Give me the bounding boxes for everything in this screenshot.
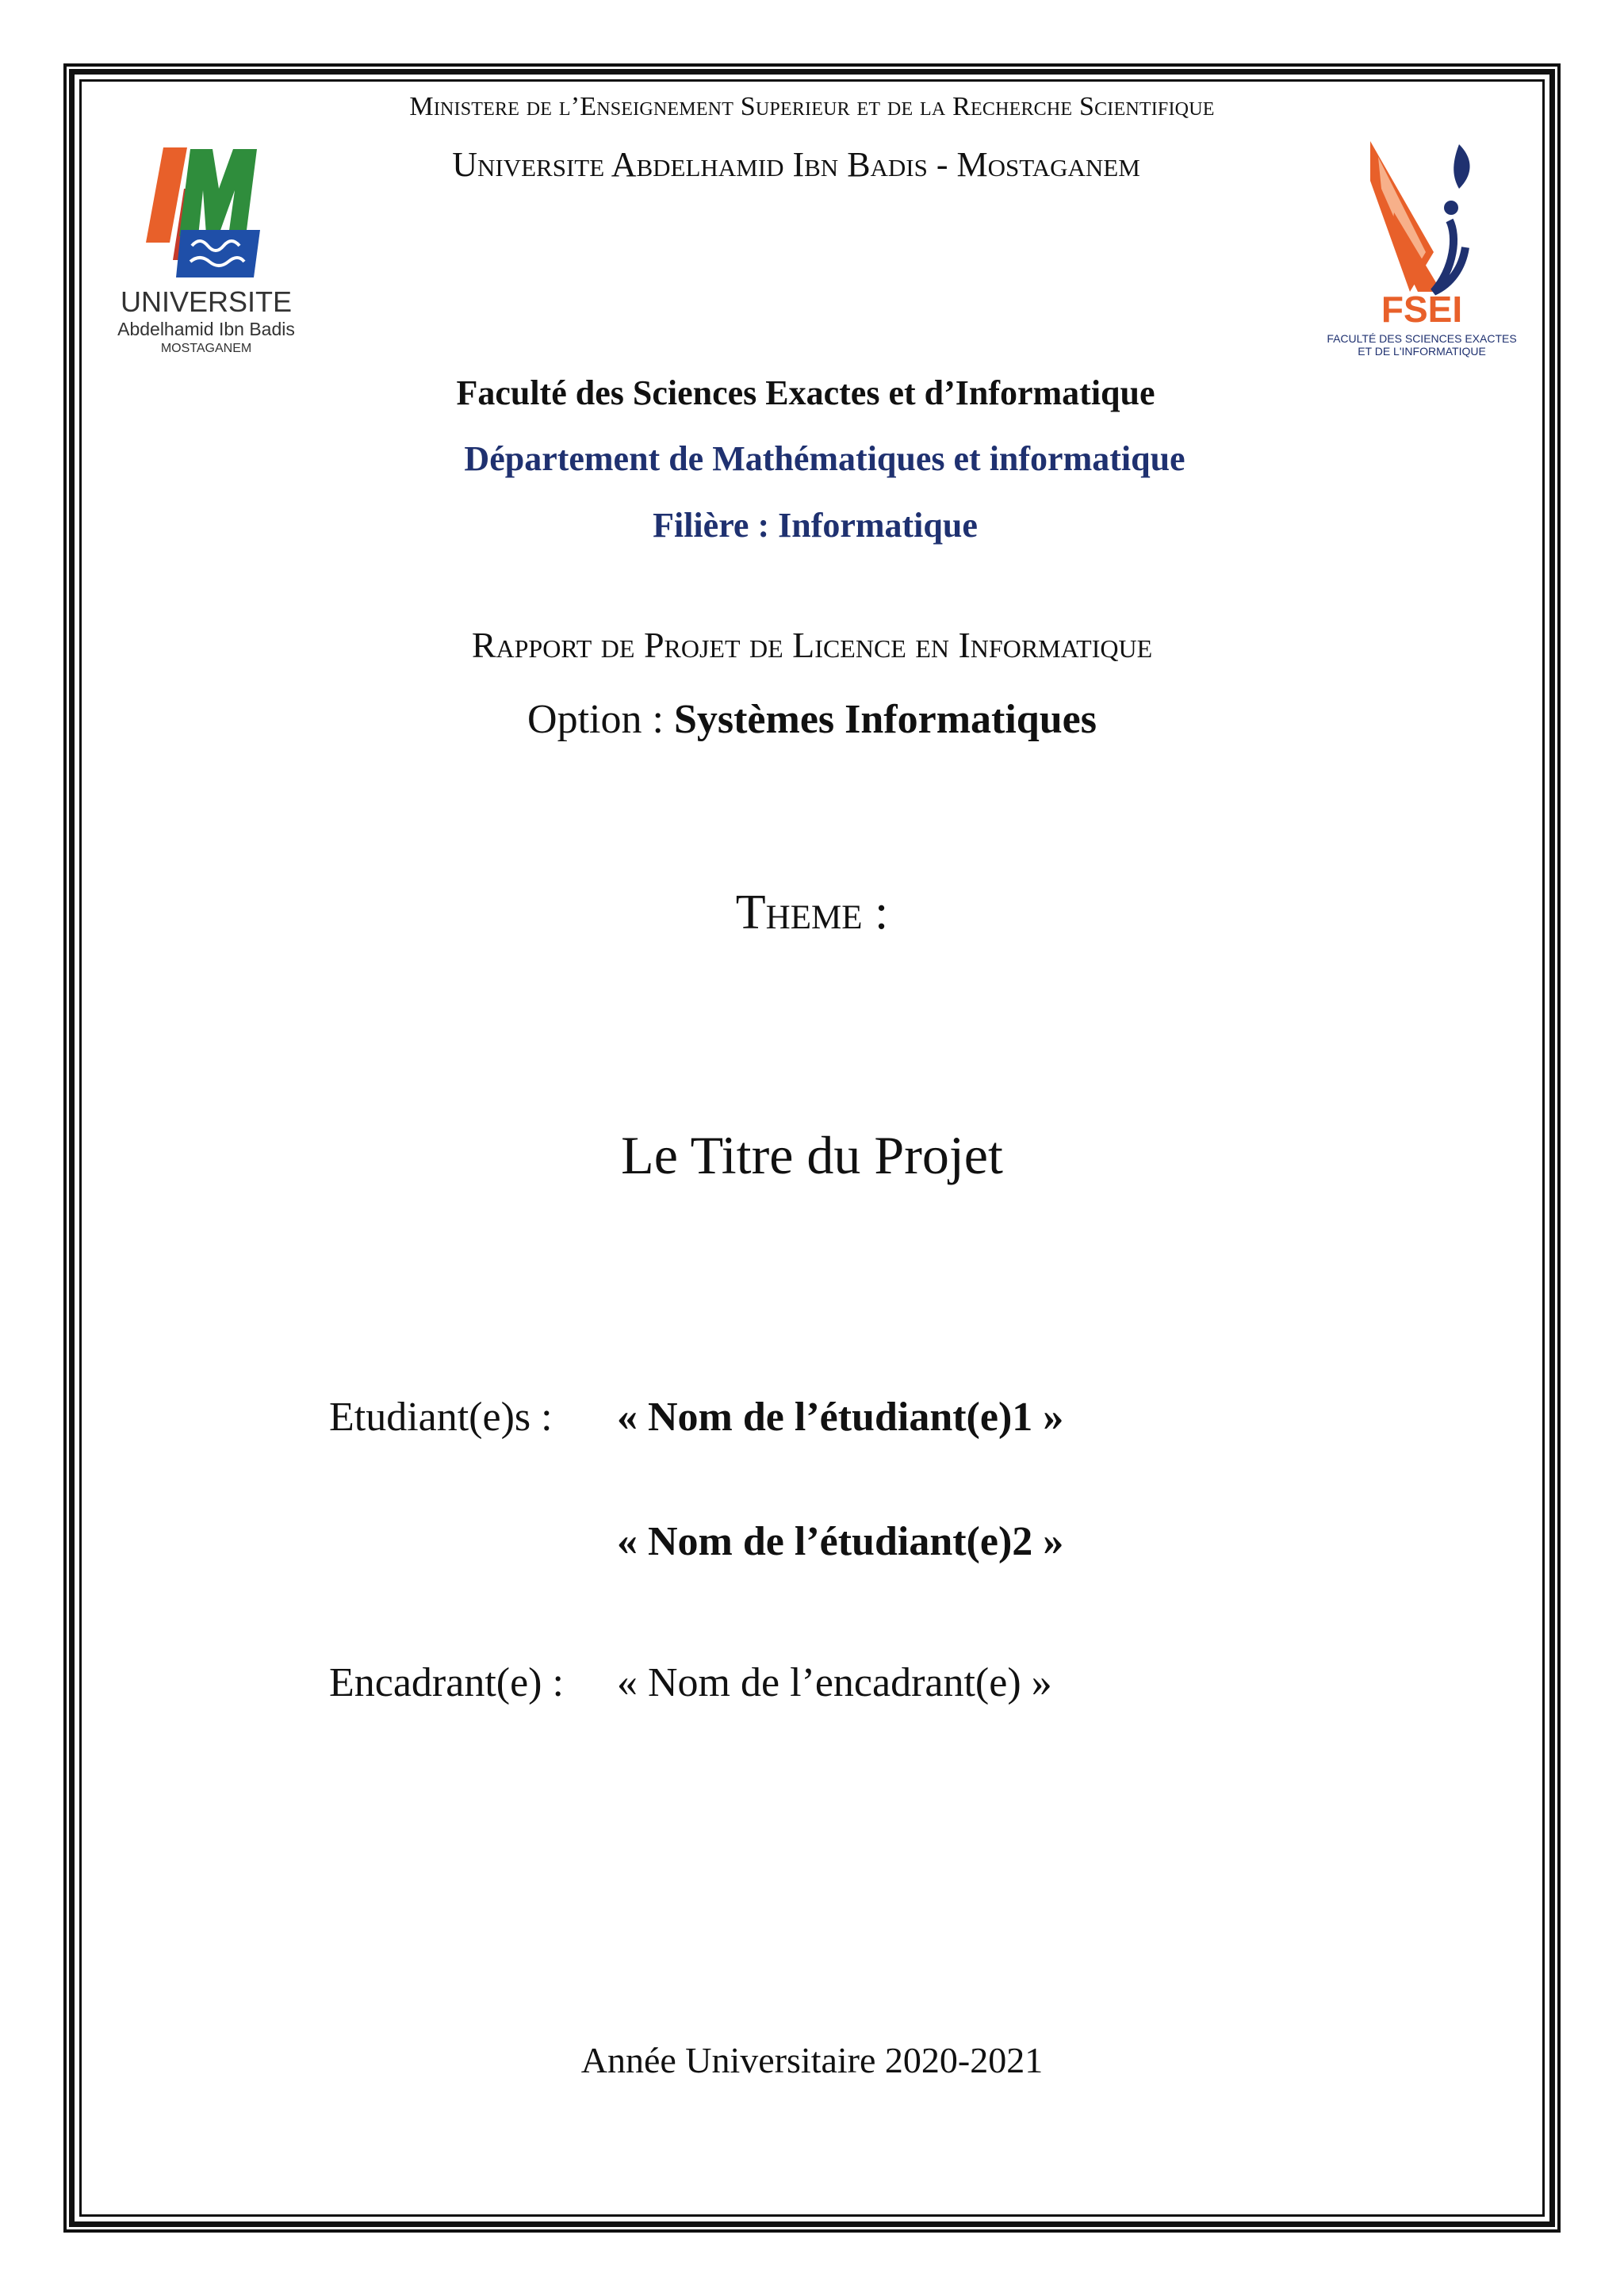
- student-2-text: « Nom de l’étudiant(e)2 »: [617, 1519, 1064, 1564]
- supervisor-name: « Nom de l’encadrant(e) »: [617, 1660, 1052, 1705]
- university-logo-text-2: Abdelhamid Ibn Badis: [117, 319, 295, 339]
- student-1-text: « Nom de l’étudiant(e)1 »: [617, 1395, 1064, 1440]
- department-name: Département de Mathématiques et informatique: [464, 439, 1185, 478]
- student-2-name: [617, 1518, 1063, 1565]
- fsei-logo-line-1: FACULTÉ DES SCIENCES EXACTES: [1327, 332, 1517, 345]
- project-title: Le Titre du Projet: [621, 1125, 1003, 1185]
- theme-label: Theme :: [735, 886, 889, 939]
- option-value: Systèmes Informatiques: [673, 697, 1097, 742]
- option-label: Option :: [527, 697, 674, 742]
- ministry-heading: Ministere de l’Enseignement Superieur et de la Recherche Scientifique: [409, 92, 1215, 121]
- student-1-name: [617, 1394, 1063, 1441]
- fsei-logo-line-2: ET DE L'INFORMATIQUE: [1358, 345, 1486, 358]
- faculty-name: Faculté des Sciences Exactes et d’Informatique: [456, 373, 1155, 412]
- report-type: Rapport de Projet de Licence en Informatique: [471, 625, 1153, 665]
- filiere-name: Filière : Informatique: [653, 506, 978, 545]
- university-logo-text-1: UNIVERSITE: [120, 285, 293, 318]
- university-logo-text-3: MOSTAGANEM: [160, 342, 252, 355]
- academic-year: Année Universitaire 2020-2021: [580, 2040, 1044, 2080]
- university-heading: Universite Abdelhamid Ibn Badis - Mostaganem: [452, 145, 1140, 184]
- option-line: [0, 696, 1624, 743]
- students-label: Etudiant(e)s :: [329, 1395, 553, 1440]
- fsei-acronym: FSEI: [1381, 289, 1463, 330]
- supervisor-label: Encadrant(e) :: [329, 1660, 564, 1705]
